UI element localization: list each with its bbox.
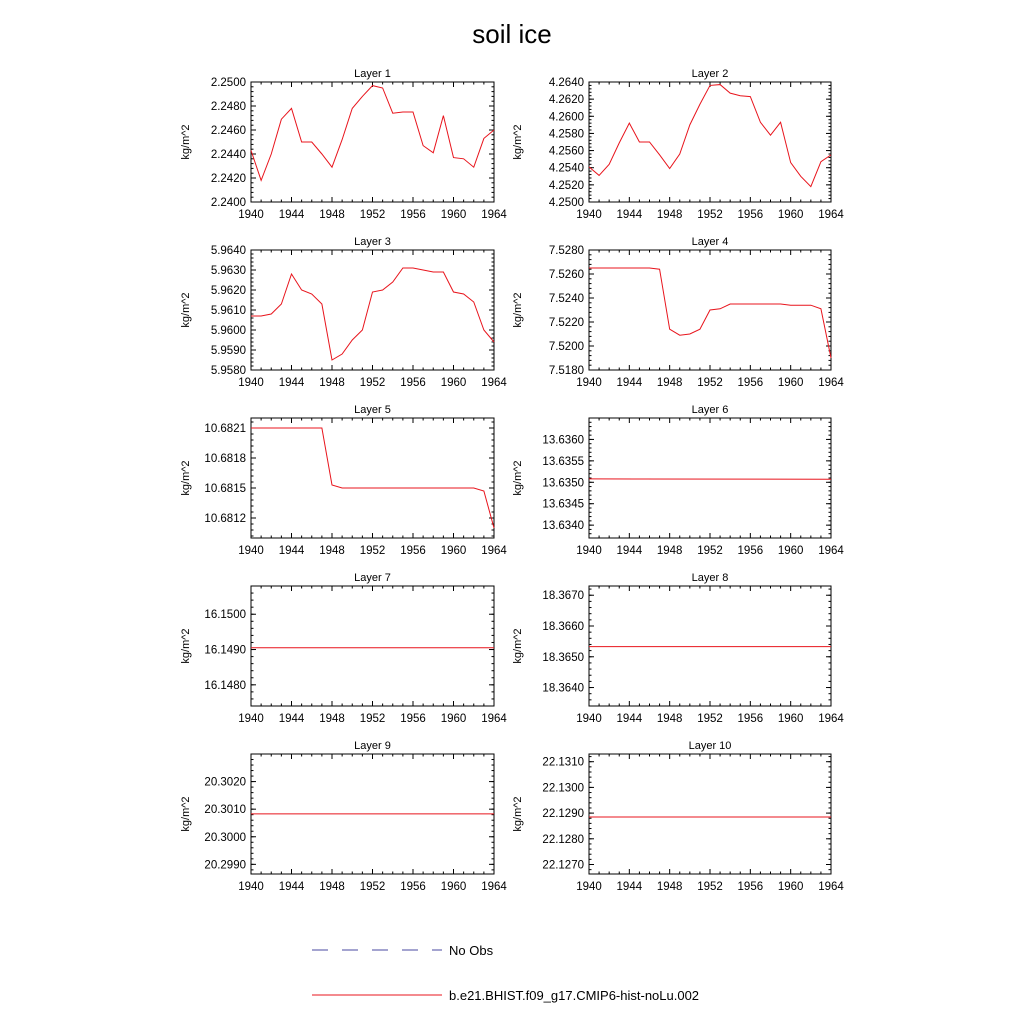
panel-title: Layer 5 bbox=[354, 404, 391, 416]
y-tick-label: 10.6821 bbox=[204, 423, 246, 435]
plot-frame bbox=[589, 82, 831, 202]
panel-title: Layer 10 bbox=[688, 740, 732, 752]
y-tick-label: 22.1310 bbox=[542, 756, 584, 769]
x-tick-label: 1948 bbox=[319, 881, 345, 893]
x-tick-label: 1952 bbox=[697, 209, 723, 221]
x-tick-label: 1948 bbox=[319, 713, 345, 725]
y-tick-label: 16.1480 bbox=[204, 679, 246, 692]
y-tick-label: 2.2460 bbox=[210, 125, 246, 137]
y-tick-label: 7.5220 bbox=[548, 317, 584, 329]
x-tick-label: 1940 bbox=[576, 545, 602, 557]
x-tick-label: 1952 bbox=[359, 713, 386, 725]
x-tick-label: 1948 bbox=[319, 209, 345, 221]
x-tick-label: 1956 bbox=[737, 209, 764, 221]
y-tick-label: 18.3660 bbox=[542, 621, 584, 633]
plot-frame bbox=[251, 250, 494, 370]
panel-layer-8 bbox=[512, 572, 844, 725]
x-tick-label: 1952 bbox=[697, 377, 723, 389]
x-tick-label: 1960 bbox=[440, 713, 467, 725]
y-axis-label: kg/m^2 bbox=[180, 292, 192, 328]
x-tick-label: 1940 bbox=[238, 377, 264, 389]
series-line-model bbox=[589, 85, 831, 187]
panel-title: Layer 8 bbox=[691, 572, 729, 584]
x-tick-label: 1944 bbox=[616, 881, 643, 893]
y-tick-label: 13.6345 bbox=[542, 498, 584, 511]
panel-layer-6 bbox=[512, 404, 844, 557]
panel-title: Layer 9 bbox=[354, 740, 391, 752]
x-tick-label: 1948 bbox=[656, 209, 683, 221]
x-tick-label: 1960 bbox=[440, 881, 467, 893]
panel-layer-4 bbox=[512, 236, 844, 389]
y-tick-label: 7.5280 bbox=[548, 245, 584, 257]
plot-frame bbox=[589, 586, 831, 706]
y-tick-label: 4.2540 bbox=[548, 162, 584, 175]
x-tick-label: 1948 bbox=[656, 545, 683, 557]
x-tick-label: 1964 bbox=[481, 545, 507, 557]
y-axis-label: kg/m^2 bbox=[180, 124, 192, 160]
x-tick-label: 1944 bbox=[616, 713, 643, 725]
x-tick-label: 1952 bbox=[359, 209, 386, 221]
x-tick-label: 1944 bbox=[278, 377, 305, 389]
y-tick-label: 16.1500 bbox=[204, 609, 246, 622]
plot-frame bbox=[251, 586, 494, 706]
x-tick-label: 1956 bbox=[400, 209, 426, 221]
panel-layer-3 bbox=[180, 236, 507, 389]
x-tick-label: 1944 bbox=[616, 377, 643, 389]
y-tick-label: 5.9620 bbox=[210, 285, 246, 297]
y-tick-label: 20.3010 bbox=[204, 804, 246, 817]
series-line-model bbox=[251, 268, 494, 360]
y-tick-label: 13.6340 bbox=[542, 520, 584, 533]
y-tick-label: 2.2440 bbox=[210, 149, 246, 161]
series-line-model bbox=[251, 428, 494, 528]
x-tick-label: 1952 bbox=[359, 545, 386, 557]
y-tick-label: 13.6350 bbox=[542, 477, 584, 490]
x-tick-label: 1964 bbox=[481, 377, 507, 389]
y-tick-label: 10.6815 bbox=[204, 483, 246, 495]
plot-frame bbox=[251, 418, 494, 538]
y-tick-label: 5.9600 bbox=[210, 325, 246, 337]
x-tick-label: 1956 bbox=[737, 713, 764, 725]
series-line-model bbox=[251, 86, 494, 181]
x-tick-label: 1956 bbox=[737, 377, 764, 389]
x-tick-label: 1960 bbox=[440, 377, 467, 389]
x-tick-label: 1944 bbox=[616, 545, 643, 557]
y-tick-label: 5.9640 bbox=[210, 245, 246, 257]
legend-obs-label: No Obs bbox=[449, 943, 494, 958]
x-tick-label: 1944 bbox=[278, 713, 305, 725]
x-tick-label: 1956 bbox=[400, 713, 426, 725]
y-tick-label: 22.1290 bbox=[542, 808, 584, 821]
x-tick-label: 1940 bbox=[576, 713, 602, 725]
y-tick-label: 2.2400 bbox=[210, 197, 246, 209]
x-tick-label: 1960 bbox=[777, 377, 804, 389]
x-tick-label: 1956 bbox=[400, 881, 426, 893]
x-tick-label: 1940 bbox=[238, 209, 264, 221]
x-tick-label: 1956 bbox=[400, 545, 426, 557]
y-tick-label: 18.3640 bbox=[542, 682, 584, 695]
y-tick-label: 4.2580 bbox=[548, 128, 584, 141]
y-tick-label: 7.5240 bbox=[548, 293, 584, 305]
y-tick-label: 2.2500 bbox=[210, 77, 246, 89]
y-tick-label: 7.5180 bbox=[548, 365, 584, 377]
legend bbox=[312, 943, 699, 1003]
y-tick-label: 4.2640 bbox=[548, 77, 584, 89]
panel-title: Layer 7 bbox=[354, 572, 391, 584]
y-tick-label: 2.2480 bbox=[210, 101, 246, 113]
panel-layer-7 bbox=[180, 572, 507, 725]
panel-layer-10 bbox=[512, 740, 844, 893]
y-tick-label: 4.2520 bbox=[548, 179, 584, 192]
y-axis-label: kg/m^2 bbox=[180, 796, 192, 832]
x-tick-label: 1964 bbox=[481, 881, 507, 893]
y-axis-label: kg/m^2 bbox=[180, 628, 192, 664]
x-tick-label: 1948 bbox=[319, 545, 345, 557]
legend-model-label: b.e21.BHIST.f09_g17.CMIP6-hist-noLu.002 bbox=[449, 988, 700, 1003]
x-tick-label: 1952 bbox=[359, 377, 386, 389]
x-tick-label: 1952 bbox=[359, 881, 386, 893]
panel-title: Layer 4 bbox=[691, 236, 729, 248]
x-tick-label: 1956 bbox=[400, 377, 426, 389]
x-tick-label: 1944 bbox=[278, 209, 305, 221]
y-tick-label: 22.1300 bbox=[542, 782, 584, 795]
y-tick-label: 5.9630 bbox=[210, 265, 246, 277]
x-tick-label: 1964 bbox=[818, 377, 844, 389]
plot-frame bbox=[589, 754, 831, 874]
x-tick-label: 1952 bbox=[697, 713, 723, 725]
panel-title: Layer 2 bbox=[691, 68, 729, 80]
x-tick-label: 1940 bbox=[238, 713, 264, 725]
x-tick-label: 1960 bbox=[777, 209, 804, 221]
y-tick-label: 20.2990 bbox=[204, 859, 246, 872]
y-tick-label: 4.2620 bbox=[548, 94, 584, 107]
y-tick-label: 5.9590 bbox=[210, 345, 246, 357]
x-tick-label: 1940 bbox=[238, 545, 264, 557]
y-tick-label: 10.6818 bbox=[204, 453, 246, 465]
x-tick-label: 1960 bbox=[440, 545, 467, 557]
x-tick-label: 1964 bbox=[818, 209, 844, 221]
x-tick-label: 1940 bbox=[576, 209, 602, 221]
y-axis-label: kg/m^2 bbox=[512, 292, 524, 328]
x-tick-label: 1960 bbox=[777, 881, 804, 893]
x-tick-label: 1964 bbox=[481, 209, 507, 221]
x-tick-label: 1944 bbox=[278, 881, 305, 893]
y-tick-label: 18.3670 bbox=[542, 590, 584, 603]
y-tick-label: 4.2560 bbox=[548, 145, 584, 158]
y-tick-label: 22.1270 bbox=[542, 859, 584, 872]
x-tick-label: 1940 bbox=[576, 377, 602, 389]
y-axis-label: kg/m^2 bbox=[180, 460, 192, 496]
y-tick-label: 20.3020 bbox=[204, 776, 246, 789]
x-tick-label: 1948 bbox=[656, 713, 683, 725]
x-tick-label: 1948 bbox=[656, 881, 683, 893]
figure-title: soil ice bbox=[472, 19, 552, 49]
x-tick-label: 1964 bbox=[818, 881, 844, 893]
panel-layer-9 bbox=[180, 740, 507, 893]
y-tick-label: 10.6812 bbox=[204, 513, 246, 525]
y-tick-label: 20.3000 bbox=[204, 831, 246, 844]
panel-layer-2 bbox=[512, 68, 844, 221]
y-axis-label: kg/m^2 bbox=[512, 124, 524, 160]
x-tick-label: 1944 bbox=[278, 545, 305, 557]
y-tick-label: 7.5260 bbox=[548, 269, 584, 281]
x-tick-label: 1960 bbox=[440, 209, 467, 221]
x-tick-label: 1940 bbox=[576, 881, 602, 893]
x-tick-label: 1948 bbox=[319, 377, 345, 389]
y-tick-label: 5.9580 bbox=[210, 365, 246, 377]
y-tick-label: 2.2420 bbox=[210, 173, 246, 185]
y-tick-label: 16.1490 bbox=[204, 644, 246, 657]
x-tick-label: 1956 bbox=[737, 545, 764, 557]
y-tick-label: 5.9610 bbox=[210, 305, 246, 317]
x-tick-label: 1940 bbox=[238, 881, 264, 893]
panel-layer-1 bbox=[180, 68, 507, 221]
x-tick-label: 1952 bbox=[697, 881, 723, 893]
plot-frame bbox=[589, 418, 831, 538]
y-axis-label: kg/m^2 bbox=[512, 628, 524, 664]
x-tick-label: 1964 bbox=[818, 713, 844, 725]
x-tick-label: 1956 bbox=[737, 881, 764, 893]
panel-title: Layer 1 bbox=[354, 68, 391, 80]
y-tick-label: 22.1280 bbox=[542, 833, 584, 846]
y-axis-label: kg/m^2 bbox=[512, 460, 524, 496]
y-axis-label: kg/m^2 bbox=[512, 796, 524, 832]
x-tick-label: 1944 bbox=[616, 209, 643, 221]
panel-title: Layer 3 bbox=[354, 236, 391, 248]
x-tick-label: 1960 bbox=[777, 545, 804, 557]
series-line-model bbox=[589, 268, 831, 358]
y-tick-label: 7.5200 bbox=[548, 341, 584, 353]
y-tick-label: 13.6355 bbox=[542, 455, 584, 468]
x-tick-label: 1960 bbox=[777, 713, 804, 725]
x-tick-label: 1952 bbox=[697, 545, 723, 557]
y-tick-label: 4.2600 bbox=[548, 111, 584, 124]
y-tick-label: 4.2500 bbox=[548, 197, 584, 209]
panel-layer-5 bbox=[180, 404, 507, 557]
x-tick-label: 1948 bbox=[656, 377, 683, 389]
plot-frame bbox=[251, 82, 494, 202]
x-tick-label: 1964 bbox=[481, 713, 507, 725]
panel-title: Layer 6 bbox=[691, 404, 729, 416]
y-tick-label: 18.3650 bbox=[542, 651, 584, 664]
x-tick-label: 1964 bbox=[818, 545, 844, 557]
y-tick-label: 13.6360 bbox=[542, 434, 584, 447]
panels bbox=[180, 68, 844, 893]
